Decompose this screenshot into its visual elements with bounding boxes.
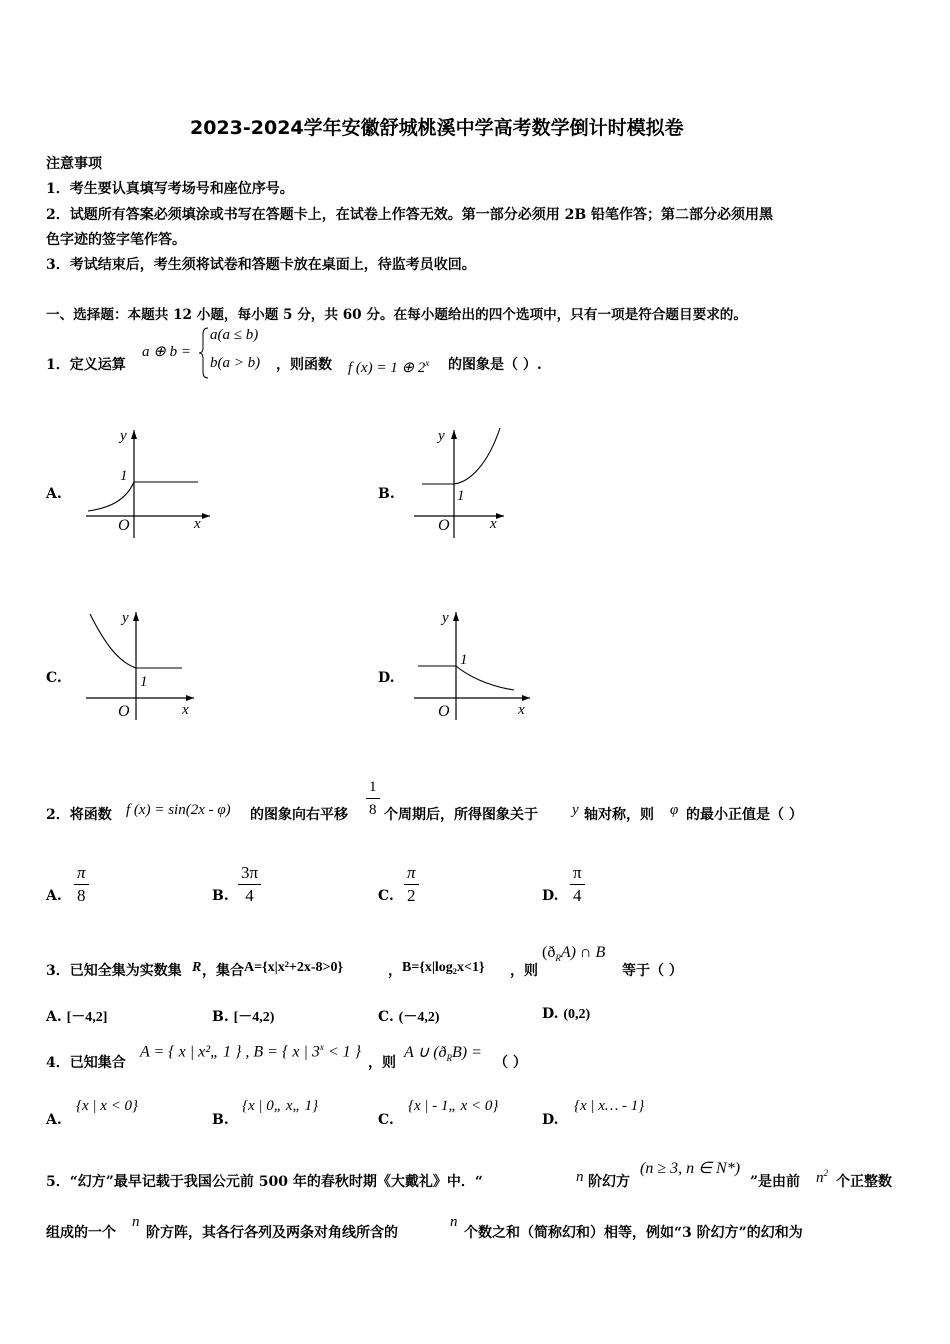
- q4-option-d-value: {x | x… - 1}: [574, 1098, 645, 1114]
- q2-mid-1: 的图象向右平移: [250, 807, 348, 823]
- x-axis-arrow: [496, 513, 504, 519]
- q4-sets: A = { x | x²„ 1 } , B = { x | $3^x < 1$ }: [140, 1042, 362, 1061]
- one-label: 1: [120, 468, 128, 484]
- section-heading: 一、选择题：本题共 12 小题，每小题 5 分，共 60 分。在每小题给出的四个选项中，只有一项是符合题目要求的。: [46, 307, 747, 323]
- q3-set-b: B={x|log₂x<1}: [402, 960, 485, 975]
- q3-mid-1: ，集合: [202, 963, 244, 979]
- q3-suffix: 等于（ ）: [622, 963, 683, 979]
- origin-label: O: [438, 703, 450, 720]
- q2-phi: φ: [670, 802, 679, 818]
- x-label: x: [490, 516, 497, 532]
- q3-set-a: A={x|x²+2x-8>0}: [244, 960, 344, 975]
- q1-option-d-label: D.: [378, 670, 395, 686]
- q1-option-a-label: A.: [46, 486, 62, 502]
- x-axis-arrow: [202, 513, 210, 519]
- y-axis-arrow: [453, 612, 459, 621]
- q5-line2-c: 个数之和（简称幻和）相等，例如“3 阶幻方”的幻和为: [464, 1225, 803, 1241]
- one-label: 1: [140, 674, 148, 690]
- q4-option-a-label: A.: [46, 1112, 62, 1128]
- q3-option-a: A. [－4,2]: [46, 1009, 108, 1025]
- q2-suffix: 的最小正值是（ ）: [686, 807, 803, 823]
- q2-mid-2: 个周期后，所得图象关于: [384, 807, 538, 823]
- q3-option-b: B. [－4,2): [212, 1009, 275, 1025]
- notice-item-2: 2．试题所有答案必须填涂或书写在答题卡上，在试卷上作答无效。第一部分必须用 2B 铅笔作答；第二部分必须用黑: [46, 207, 774, 223]
- q1-option-c-label: C.: [46, 670, 62, 686]
- origin-label: O: [118, 703, 130, 720]
- q5-line1-c: ”是由前: [750, 1174, 801, 1190]
- page-title: 2023-2024学年安徽舒城桃溪中学高考数学倒计时模拟卷: [190, 117, 684, 139]
- q1-def-lhs: a ⊕ b =: [142, 344, 191, 360]
- q4-option-d-label: D.: [542, 1112, 559, 1128]
- q1-option-c-graph: [80, 606, 220, 726]
- q1-case-1: a(a ≤ b): [210, 327, 259, 343]
- notice-item-1: 1．考生要认真填写考场号和座位序号。: [46, 181, 294, 197]
- y-label: y: [442, 610, 449, 626]
- curve: [454, 428, 500, 484]
- notice-item-2-cont: 色字迹的签字笔作答。: [46, 232, 186, 248]
- one-label: 1: [460, 652, 468, 668]
- origin-label: O: [438, 517, 450, 534]
- q3-option-d: D. (0,2): [542, 1006, 591, 1022]
- q1-option-a-graph: [80, 424, 220, 544]
- q5-n1: n: [576, 1169, 584, 1185]
- q1-prefix: 1．定义运算: [46, 357, 126, 373]
- q1-brace: [198, 326, 210, 380]
- y-axis-arrow: [133, 612, 139, 621]
- q1-option-b-graph: [408, 424, 548, 544]
- q2-option-b-value: $\frac{3\pi}{4}$: [238, 862, 261, 907]
- x-axis-arrow: [186, 695, 194, 701]
- q4-suffix: （ ）: [494, 1055, 527, 1071]
- q1-func: f (x) = 1 ⊕ 2$^x$: [348, 358, 430, 376]
- q2-option-c-value: $\frac{\pi}{2}$: [404, 862, 419, 907]
- q3-expr: $(ð_RA)$ ∩ B: [542, 944, 606, 964]
- q2-fraction: $\frac{1}{8}$: [366, 776, 380, 821]
- q3-option-c: C. (－4,2): [378, 1009, 440, 1025]
- curve: [88, 482, 134, 511]
- q2-func: f (x) = sin(2x - φ): [126, 802, 231, 818]
- q2-option-a-label: A.: [46, 888, 62, 904]
- q4-expr: A ∪ $(ð_RB)$ =: [404, 1044, 482, 1064]
- q2-option-b-label: B.: [212, 888, 229, 904]
- y-label: y: [438, 428, 445, 444]
- q2-option-a-value: $\frac{\pi}{8}$: [74, 862, 89, 907]
- q5-line2-a: 组成的一个: [46, 1225, 116, 1241]
- curve: [456, 666, 514, 690]
- y-label: y: [122, 610, 129, 626]
- q4-prefix: 4．已知集合: [46, 1055, 126, 1071]
- y-label: y: [120, 428, 127, 444]
- q5-line2-b: 阶方阵，其各行各列及两条对角线所含的: [146, 1225, 398, 1241]
- q2-mid-3: 轴对称，则: [584, 807, 654, 823]
- notice-item-3: 3．考试结束后，考生须将试卷和答题卡放在桌面上，待监考员收回。: [46, 257, 476, 273]
- x-label: x: [182, 702, 189, 718]
- q4-option-c-label: C.: [378, 1112, 394, 1128]
- q2-prefix: 2．将函数: [46, 807, 112, 823]
- q1-suffix: 的图象是（ ）.: [448, 357, 542, 373]
- origin-label: O: [118, 517, 130, 534]
- y-axis-arrow: [131, 430, 137, 439]
- q2-option-c-label: C.: [378, 888, 394, 904]
- q5-line1-b: 阶幻方: [588, 1174, 630, 1190]
- q3-mid-2: ，则: [510, 963, 538, 979]
- q5-line1-d: 个正整数: [836, 1174, 892, 1190]
- q1-mid: ，则函数: [276, 357, 332, 373]
- q2-option-d-label: D.: [542, 888, 559, 904]
- q2-option-d-value: $\frac{\pi}{4}$: [570, 862, 585, 907]
- q1-option-d-graph: [408, 606, 548, 726]
- q5-condition: (n ≥ 3, n ∈ N*): [640, 1160, 741, 1177]
- q3-prefix: 3．已知全集为实数集: [46, 963, 182, 979]
- x-label: x: [194, 516, 201, 532]
- q3-R: R: [192, 960, 202, 975]
- q1-case-2: b(a > b): [210, 355, 261, 371]
- curve: [90, 614, 136, 668]
- q4-option-b-label: B.: [212, 1112, 229, 1128]
- x-axis-arrow: [522, 695, 530, 701]
- q3-comma: ，: [388, 963, 402, 979]
- q5-n4: n: [450, 1214, 458, 1230]
- q5-n2: $n^2$: [816, 1168, 828, 1186]
- q5-line1-a: 5．“幻方”最早记载于我国公元前 500 年的春秋时期《大戴礼》中．“: [46, 1174, 483, 1190]
- y-axis-arrow: [451, 430, 457, 439]
- q2-y: y: [572, 802, 579, 818]
- notice-heading: 注意事项: [46, 156, 102, 172]
- q1-option-b-label: B.: [378, 486, 395, 502]
- q4-option-c-value: {x | - 1„ x < 0}: [408, 1098, 499, 1114]
- q4-option-a-value: {x | x < 0}: [76, 1098, 139, 1114]
- q4-option-b-value: {x | 0„ x„ 1}: [242, 1098, 319, 1114]
- one-label: 1: [457, 488, 465, 504]
- q4-mid: ，则: [368, 1055, 396, 1071]
- x-label: x: [518, 702, 525, 718]
- q5-n3: n: [132, 1214, 140, 1230]
